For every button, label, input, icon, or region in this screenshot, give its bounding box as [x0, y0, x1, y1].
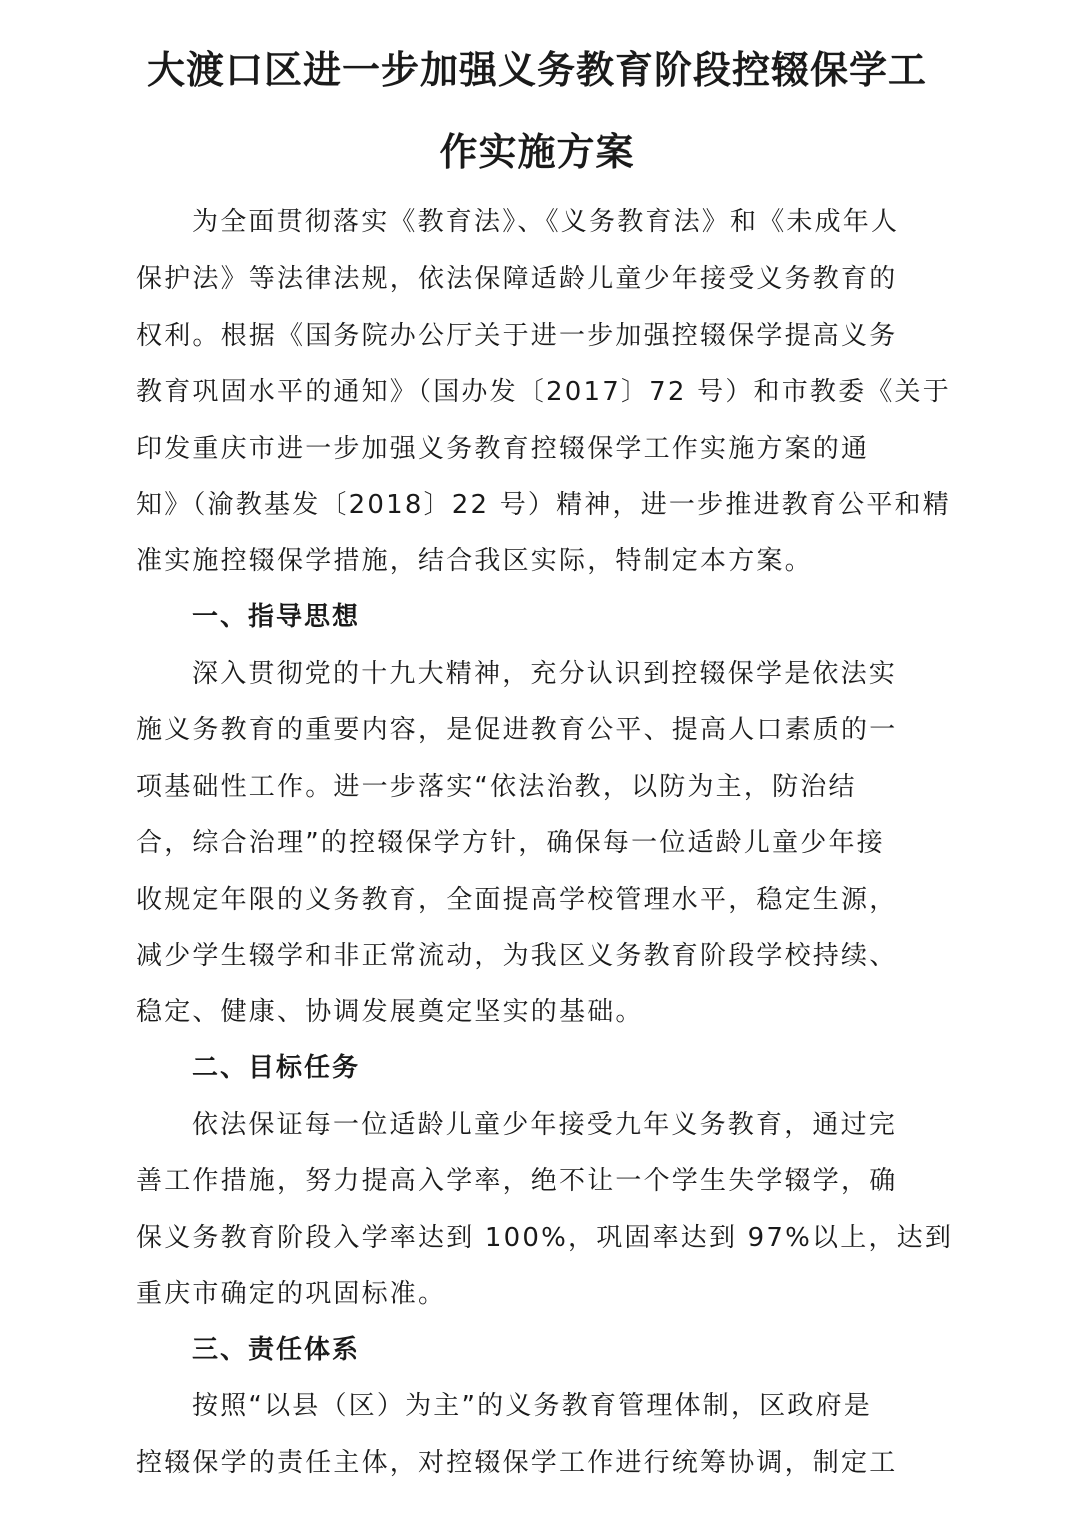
section2-line-1: 依法保证每一位适龄儿童少年接受九年义务教育，通过完: [192, 1110, 898, 1140]
intro-line-6: 知》（渝教基发〔2018〕22 号）精神，进一步推进教育公平和精: [136, 490, 951, 520]
intro-line-1: 为全面贯彻落实《教育法》、《义务教育法》和《未成年人: [192, 207, 900, 237]
intro-line-3: 权利。根据《国务院办公厅关于进一步加强控辍保学提高义务: [136, 321, 898, 351]
section2-line-4: 重庆市确定的巩固标准。: [136, 1279, 447, 1309]
section2-line-2: 善工作措施，努力提高入学率，绝不让一个学生失学辍学，确: [136, 1166, 898, 1196]
section-heading-goals-tasks: 二、目标任务: [192, 1053, 361, 1083]
section1-line-5: 收规定年限的义务教育，全面提高学校管理水平，稳定生源，: [136, 885, 898, 915]
section1-line-2: 施义务教育的重要内容，是促进教育公平、提高人口素质的一: [136, 715, 898, 745]
section1-line-7: 稳定、健康、协调发展奠定坚实的基础。: [136, 997, 644, 1027]
intro-line-2: 保护法》等法律法规，依法保障适龄儿童少年接受义务教育的: [136, 264, 898, 294]
intro-line-4: 教育巩固水平的通知》（国办发〔2017〕72 号）和市教委《关于: [136, 377, 951, 407]
section2-line-3: 保义务教育阶段入学率达到 100%，巩固率达到 97%以上，达到: [136, 1223, 954, 1253]
section1-line-3: 项基础性工作。进一步落实“依法治教，以防为主，防治结: [136, 772, 857, 802]
section-heading-guiding-ideology: 一、指导思想: [192, 602, 361, 632]
section-heading-responsibility-system: 三、责任体系: [192, 1335, 361, 1365]
section1-line-6: 减少学生辍学和非正常流动，为我区义务教育阶段学校持续、: [136, 941, 898, 971]
section1-line-1: 深入贯彻党的十九大精神，充分认识到控辍保学是依法实: [192, 659, 898, 689]
intro-line-7: 准实施控辍保学措施，结合我区实际，特制定本方案。: [136, 546, 813, 576]
section3-line-1: 按照“以县（区）为主”的义务教育管理体制，区政府是: [192, 1391, 872, 1421]
document-title-line-2: 作实施方案: [439, 129, 635, 174]
document-title-line-1: 大渡口区进一步加强义务教育阶段控辍保学工: [146, 47, 927, 92]
intro-line-5: 印发重庆市进一步加强义务教育控辍保学工作实施方案的通: [136, 434, 870, 464]
section3-line-2: 控辍保学的责任主体，对控辍保学工作进行统筹协调，制定工: [136, 1448, 898, 1478]
section1-line-4: 合，综合治理”的控辍保学方针，确保每一位适龄儿童少年接: [136, 828, 885, 858]
